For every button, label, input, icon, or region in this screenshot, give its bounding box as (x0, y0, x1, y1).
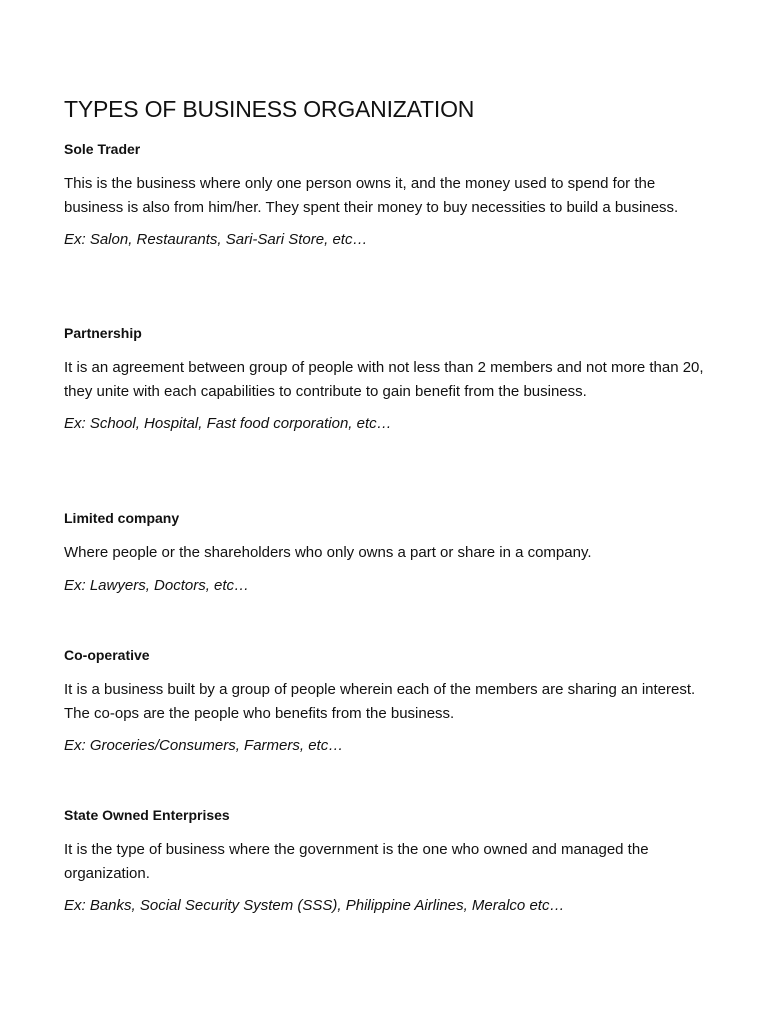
section-heading: State Owned Enterprises (64, 807, 230, 823)
section-body: Where people or the shareholders who only owns a part or share in a company. (64, 544, 592, 561)
document-title: TYPES OF BUSINESS ORGANIZATION (64, 96, 475, 122)
section-heading: Limited company (64, 510, 180, 526)
section-example: Ex: Salon, Restaurants, Sari-Sari Store, etc… (64, 231, 368, 248)
section-heading: Co-operative (64, 647, 150, 663)
section-example: Ex: Banks, Social Security System (SSS), Philippine Airlines, Meralco etc… (64, 897, 565, 914)
section-body: It is a business built by a group of people wherein each of the members are sharing an interest. The co-ops are the people who benefits from the business. (64, 681, 696, 722)
section-heading: Partnership (64, 325, 142, 341)
section-example: Ex: Groceries/Consumers, Farmers, etc… (64, 737, 344, 754)
section-limited-company (64, 508, 704, 597)
section-example: Ex: School, Hospital, Fast food corporation, etc… (64, 415, 392, 432)
section-body: This is the business where only one person owns it, and the money used to spend for the business is also from him/her. They spent their money to buy necessities to build a business. (64, 175, 679, 216)
section-body: It is the type of business where the government is the one who owned and managed the organization. (64, 841, 649, 882)
section-sole-trader (64, 139, 704, 251)
section-partnership (64, 323, 704, 435)
section-state-owned-enterprises (64, 805, 704, 917)
section-body: It is an agreement between group of people with not less than 2 members and not more than 20, they unite with each capabilities to contribute to gain benefit from the business. (64, 359, 704, 400)
section-co-operative (64, 645, 704, 757)
section-heading: Sole Trader (64, 141, 141, 157)
section-example: Ex: Lawyers, Doctors, etc… (64, 576, 250, 594)
